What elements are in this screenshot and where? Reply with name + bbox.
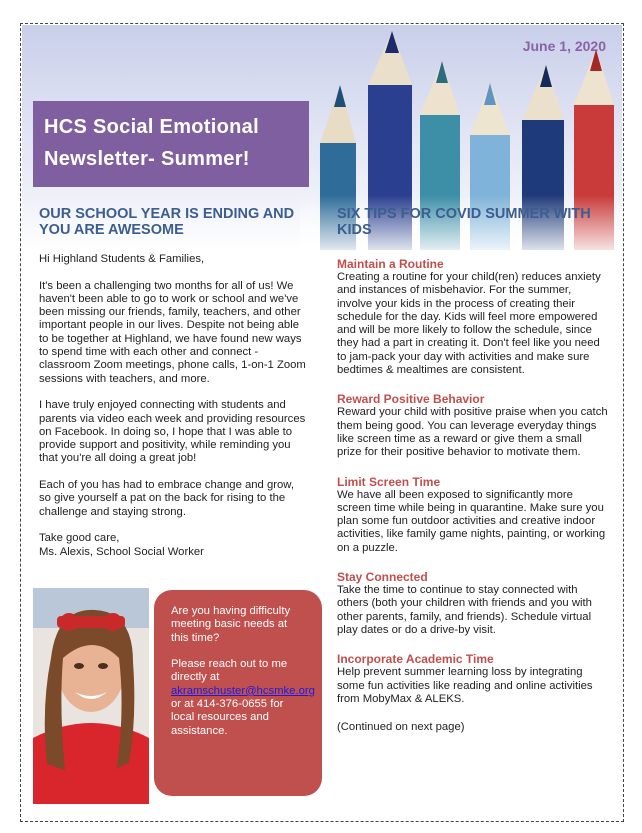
tip-title: Incorporate Academic Time (337, 652, 494, 667)
tip-item (337, 570, 609, 637)
tip-title: Reward Positive Behavior (337, 392, 485, 407)
letter-body (39, 253, 309, 559)
tip-item (337, 257, 609, 377)
letter-paragraph-2: I have truly enjoyed connecting with students and parents via video each week and providing resources on Facebook. In doing so, I hope that I was able to provide support and positivity, while reminding you that you're all doing a great job! (39, 399, 306, 465)
callout-contact (171, 658, 315, 738)
continued-note: (Continued on next page) (337, 721, 465, 734)
callout-question: Are you having difficulty meeting basic needs at this time? (171, 605, 291, 644)
tip-text: Reward your child with positive praise when you catch them being good. You can leverage everyday things like screen time as a reward or give them a small prize for their positive behavior to motivate them. (337, 406, 608, 459)
newsletter-date: June 1, 2020 (522, 38, 606, 54)
tip-title: Maintain a Routine (337, 257, 444, 271)
tip-title: Limit Screen Time (337, 474, 441, 489)
left-section-heading: OUR SCHOOL YEAR IS ENDING AND YOU ARE AWESOME (39, 206, 295, 238)
basic-needs-callout (154, 590, 322, 796)
tip-title: Stay Connected (337, 570, 428, 585)
tip-text: Creating a routine for your child(ren) reduces anxiety and instances of misbehavior. For the summer, involve your kids in the process of creating their schedule for the day. Kids will feel more empowered and will be more likely to follow the schedule, since they had a part in creating it. Don't feel like you need to jam-pack your day with activities and make sure bedtimes & mealtimes are consistent. (337, 271, 601, 377)
letter-signature: Ms. Alexis, School Social Worker (39, 545, 204, 558)
tip-text: Take the time to continue to stay connected with others (both your children with friends and you with other parents, family, and friends). Schedule virtual play dates or do a drive-by visit. (337, 584, 592, 636)
tip-item (337, 475, 609, 555)
newsletter-title (33, 101, 309, 187)
tip-text: We have all been exposed to significantly more screen time while being in quarantine. Make sure you plan some fun outdoor activities and creative indoor activities, like family game nights, painting, or working on a puzzle. (337, 488, 606, 554)
right-section-heading: SIX TIPS FOR COVID SUMMER WITH KIDS (337, 206, 591, 238)
tip-text: Help prevent summer learning loss by integrating some fun activities like reading and online activities from MobyMax & ALEKS. (337, 666, 593, 705)
tip-item (337, 652, 609, 706)
title-line-2: Newsletter- Summer! (44, 148, 250, 170)
title-line-1: HCS Social Emotional (44, 116, 259, 138)
letter-paragraph-1: It's been a challenging two months for all of us! We haven't been able to go to work or school and we've been missing our friends, family, teachers, and other important people in our lives. Despite not being able to be together at Highland, we have found new ways to spend time with each other and connect - classroom Zoom meetings, phone calls, 1-on-1 Zoom sessions with teachers, and more. (39, 279, 306, 385)
callout-reach-prefix: Please reach out to me directly at (171, 658, 288, 684)
letter-signoff: Take good care, (39, 532, 120, 545)
letter-greeting: Hi Highland Students & Families, (39, 253, 205, 265)
tips-list (337, 257, 609, 734)
tip-item (337, 392, 609, 459)
letter-paragraph-3: Each of you has had to embrace change and grow, so give yourself a pat on the back for rising to the challenge and staying strong. (39, 479, 294, 518)
social-worker-photo (33, 588, 149, 804)
callout-reach-suffix: or at 414-376-0655 for local resources and assistance. (171, 698, 284, 737)
email-link[interactable]: akramschuster@hcsmke.org (171, 684, 315, 697)
